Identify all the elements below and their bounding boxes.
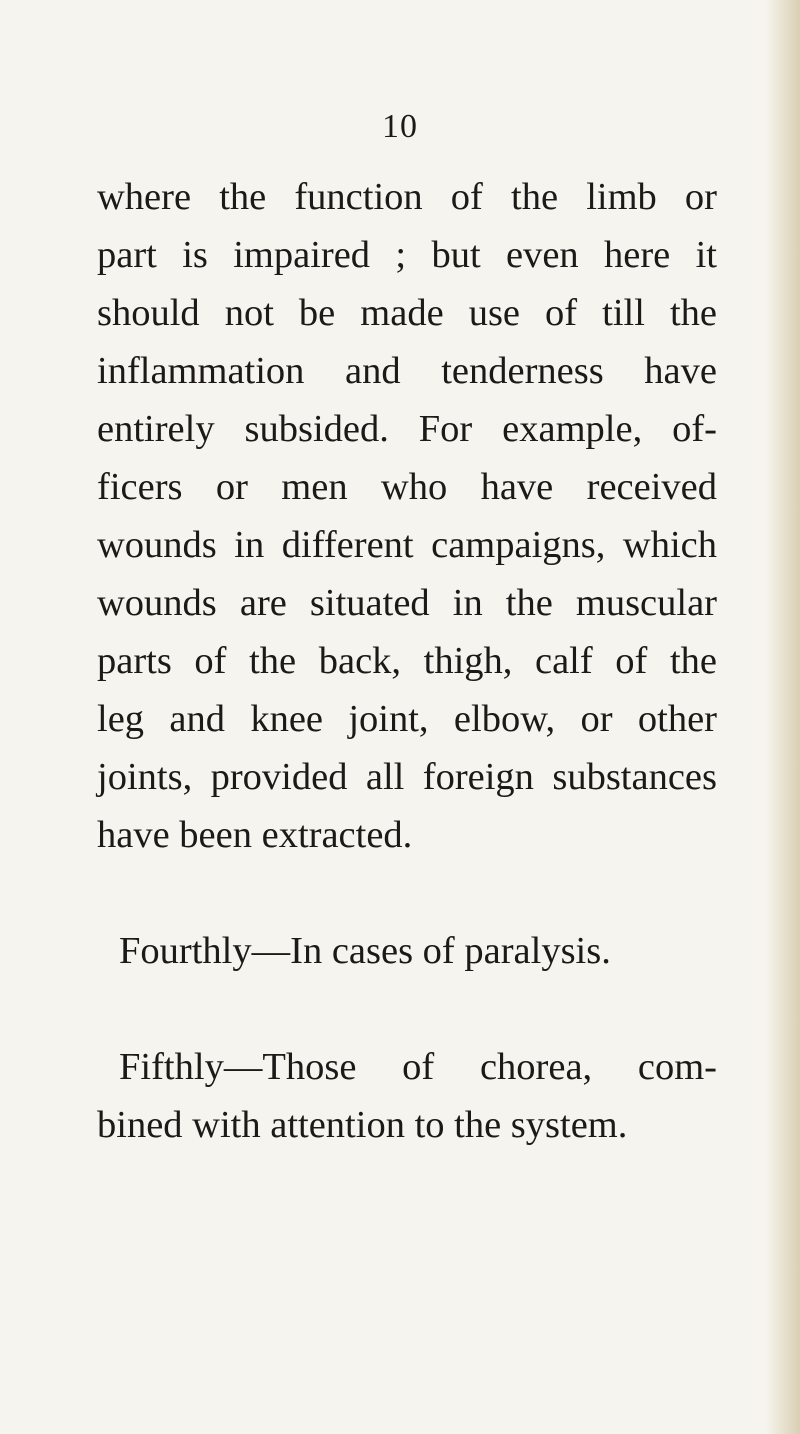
text-line: should not be made use of till the (97, 292, 717, 334)
text-line: Fifthly—Those of chorea, com- (119, 1046, 717, 1088)
paragraph (97, 168, 717, 864)
paragraph-gap (97, 980, 717, 1038)
text-line: inflammation and tenderness have (97, 350, 717, 392)
paragraph (97, 1038, 717, 1154)
text-line: where the function of the limb or (97, 176, 717, 218)
text-line: parts of the back, thigh, calf of the (97, 640, 717, 682)
page-edge-shadow (766, 0, 800, 1434)
text-line: wounds in different campaigns, which (97, 524, 717, 566)
text-line: part is impaired ; but even here it (97, 234, 717, 276)
text-line: have been extracted. (97, 814, 413, 856)
text-line: entirely subsided. For example, of- (97, 408, 717, 450)
text-line: joints, provided all foreign substances (97, 756, 717, 798)
paragraph (97, 922, 717, 980)
body-text (97, 168, 717, 1154)
page-number: 10 (382, 108, 418, 145)
text-line: Fourthly—In cases of paralysis. (119, 930, 611, 972)
text-line: bined with attention to the system. (97, 1104, 628, 1146)
paragraph-gap (97, 864, 717, 922)
text-line: leg and knee joint, elbow, or other (97, 698, 717, 740)
text-line: ficers or men who have received (97, 466, 717, 508)
text-line: wounds are situated in the muscular (97, 582, 717, 624)
